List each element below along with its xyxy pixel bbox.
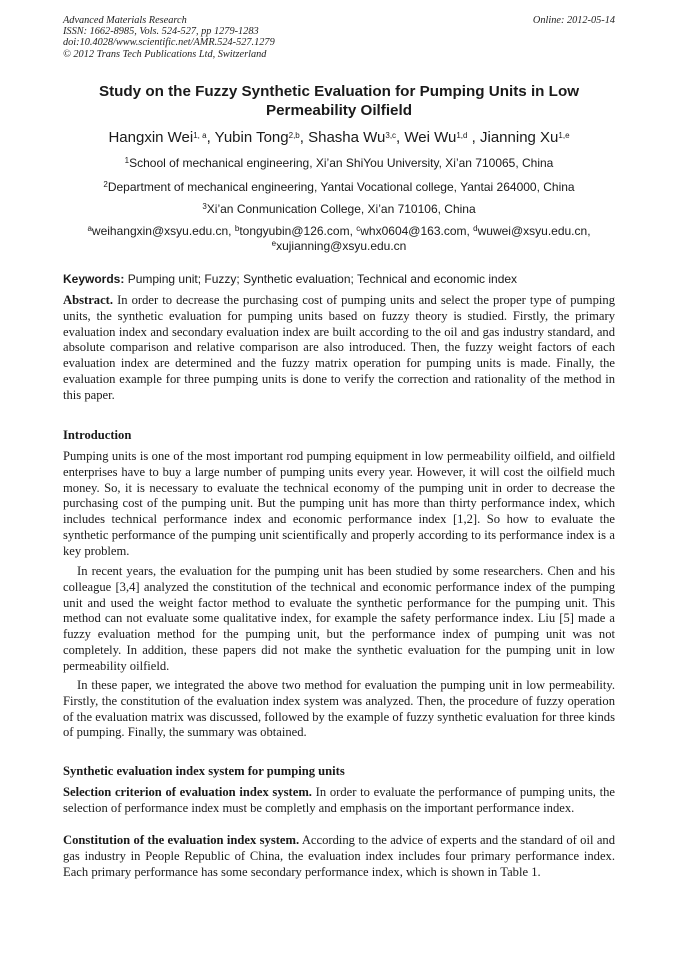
affiliation — [63, 180, 615, 195]
journal-header — [63, 15, 615, 60]
paragraph-label: Selection criterion of evaluation index system. — [63, 785, 312, 799]
doi-line: doi:10.4028/www.scientific.net/AMR.524-527.1279 — [63, 37, 275, 49]
section-heading-index-system: Synthetic evaluation index system for pumping units — [63, 764, 345, 778]
author-sup: 3,c — [385, 131, 397, 140]
author-name: Hangxin Wei — [108, 129, 194, 146]
paragraph-label: Constitution of the evaluation index system. — [63, 833, 300, 847]
author-sup: 2,b — [288, 131, 300, 140]
section-heading-introduction: Introduction — [63, 428, 132, 442]
email-link[interactable]: whx0604@163.com, — [360, 224, 470, 238]
email-link[interactable]: tongyubin@126.com, — [239, 224, 353, 238]
author-sep: , — [467, 129, 480, 146]
keywords — [63, 272, 615, 287]
affiliation-sup: 2 — [103, 180, 108, 189]
affiliation-sup: 3 — [202, 202, 207, 211]
affiliation-text: School of mechanical engineering, Xi’an ShiYou University, Xi’an 710065, China — [129, 156, 554, 170]
abstract — [63, 293, 615, 404]
author-name: Shasha Wu — [308, 129, 386, 146]
affiliation-text: Xi’an Conmunication College, Xi’an 710106, China — [206, 202, 476, 216]
author-name: Yubin Tong — [214, 129, 289, 146]
author-name: Jianning Xu — [480, 129, 559, 146]
affiliation — [63, 202, 615, 217]
author-name: Wei Wu — [404, 129, 457, 146]
email-list: $^a$weihangxin@xsyu.edu.cn, $^b$tongyubin@126.com, $^c$whx0604@163.com, $^d$wuwei@xsyu.edu.cn, $^e$xujianning@xsyu.edu.cn — [87, 224, 591, 253]
author-sup: 1,d — [456, 131, 468, 140]
author-sup: 1, a — [193, 131, 207, 140]
selection-criterion-paragraph — [63, 785, 615, 817]
issn-line: ISSN: 1662-8985, Vols. 524-527, pp 1279-1283 — [63, 26, 259, 38]
intro-paragraph: In these paper, we integrated the above two method for evaluation the pumping unit in low permeability. Firstly, the constitution of the evaluation index system was analyzed. Then, the procedure of fuzzy operation of the evaluation matrix was discussed, followed by the example of fuzzy synthetic evaluation for three kinds of pumping. Finally, the summary was obtained. — [63, 678, 615, 740]
email-link[interactable]: weihangxin@xsyu.edu.cn, — [91, 224, 232, 238]
intro-paragraph: In recent years, the evaluation for the pumping unit has been studied by some researchers. Chen and his colleague [3,4] analyzed the constitution of the technical and economic performance index of the pumping unit and used the weight factor method to evaluate the synthetic performance for the pumping unit. This method can not evaluate some qualitative index, for example the safety performance index. Liu [5] made a fuzzy evaluation method for the pumping unit, but the performance index of pumping unit was not completely. In addition, these papers did not make the synthetic evaluation for the pumping unit in low permeability oilfield. — [63, 564, 615, 673]
author-sup: 1,e — [558, 131, 570, 140]
author-sep: , — [299, 129, 309, 146]
author-list — [63, 129, 615, 147]
affiliation-text: Department of mechanical engineering, Yantai Vocational college, Yantai 264000, China — [107, 180, 575, 194]
keywords-text: Pumping unit; Fuzzy; Synthetic evaluation; Technical and economic index — [127, 272, 518, 286]
copyright-line: © 2012 Trans Tech Publications Ltd, Switzerland — [63, 48, 267, 60]
paper-title: Study on the Fuzzy Synthetic Evaluation for Pumping Units in Low Permeability Oilfield — [98, 83, 580, 119]
intro-paragraph: Pumping units is one of the most important rod pumping equipment in low permeability oilfield, and oilfield enterprises have to buy a large number of pumping units every year. However, it will cost the oilfield much money. So, it is necessary to evaluate the technical economy of the pumping unit in order to decrease the purchasing cost of the pumping unit. But the pumping unit has more than thirty performance index, which includes technical performance index and economic performance index [1,2]. So how to evaluate the synthetic performance of the pumping unit scientifically and properly according to its performance index is a key problem. — [63, 449, 615, 558]
keywords-label: Keywords: — [63, 272, 125, 286]
paragraph-text: In order to evaluate the performance of pumping units, the selection of performance index must be completly and emphasis on the important performance index. — [63, 785, 616, 815]
author-sep: , — [396, 129, 405, 146]
paragraph-text: According to the advice of experts and the standard of oil and gas industry in People Republic of China, the evaluation index includes four primary performance index. Each primary performance has some secondary performance index, which is shown in Table 1. — [63, 833, 615, 879]
email-link[interactable]: wuwei@xsyu.edu.cn, — [477, 224, 591, 238]
affiliation-sup: 1 — [124, 156, 130, 165]
abstract-text: In order to decrease the purchasing cost of pumping units and select the proper type of pumping units, the synthetic evaluation for pumping units based on fuzzy theory is studied. Firstly, the primary evaluation index and secondary evaluation index are built according to the oil and gas industry standard, and absolute comparison and relative comparison are also introduced. Then, the fuzzy weight factors of each evaluation index are determined and the fuzzy matrix operation for pumping units is made. Finally, the evaluation example for three pumping units is done to verify the correction and rationality of the method in this paper. — [63, 293, 615, 402]
email-link[interactable]: xujianning@xsyu.edu.cn — [276, 239, 407, 253]
online-date: Online: 2012-05-14 — [532, 15, 615, 26]
constitution-paragraph — [63, 833, 615, 880]
abstract-label: Abstract. — [63, 293, 114, 307]
journal-name: Advanced Materials Research — [63, 15, 187, 26]
author-sep: , — [206, 129, 215, 146]
affiliation — [63, 156, 615, 171]
